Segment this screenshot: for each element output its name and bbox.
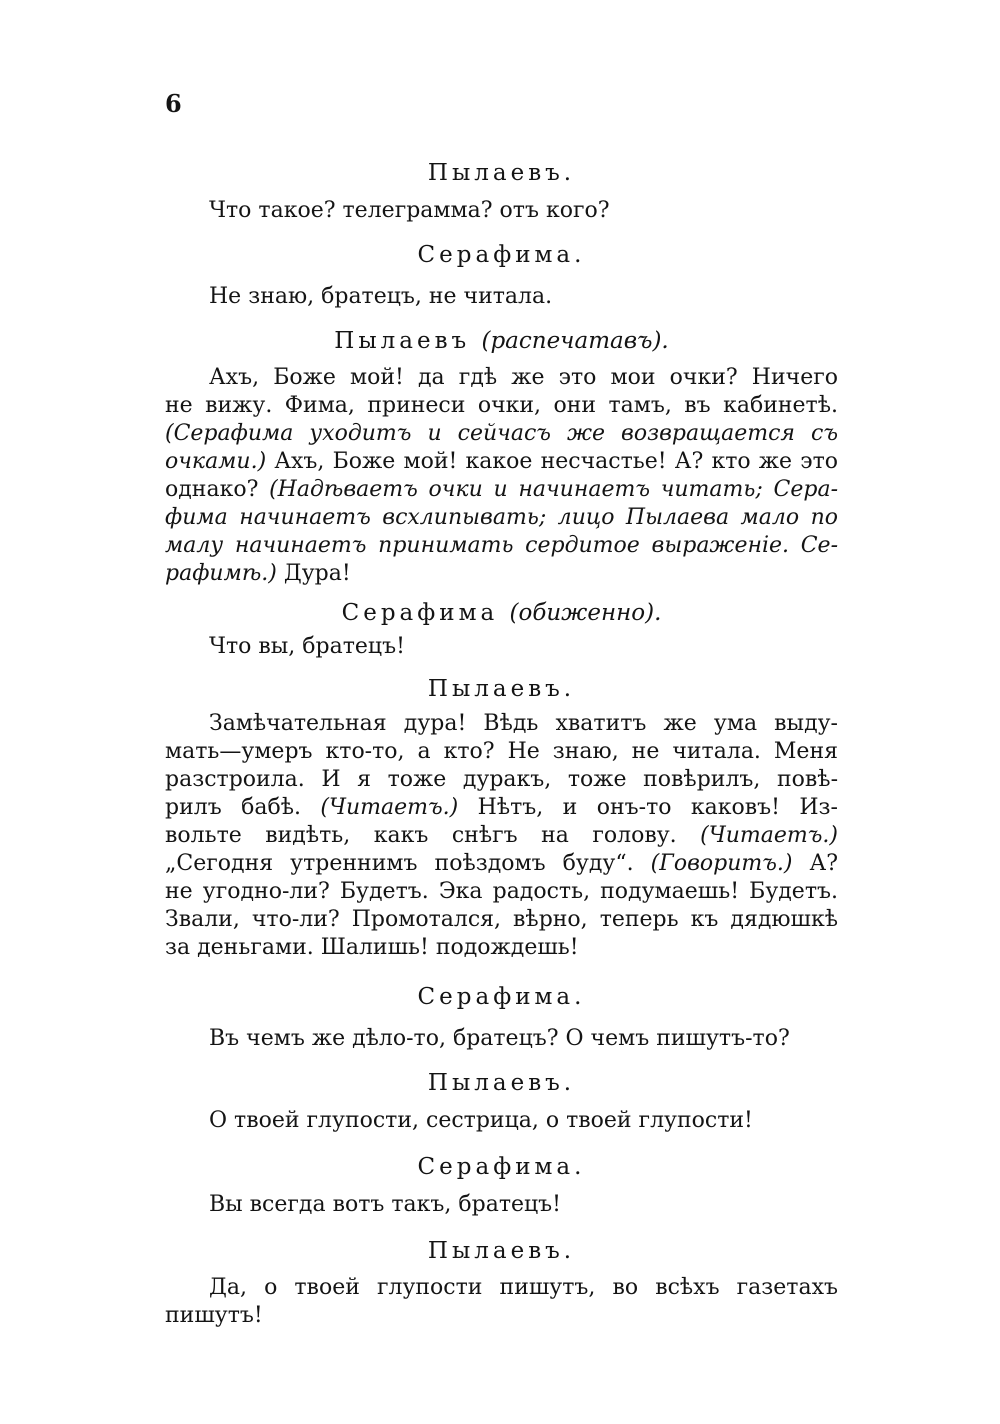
speaker-heading [165,598,838,628]
speaker-heading: Серафима. [417,984,586,1010]
speaker-name: Пылаевъ [334,328,471,354]
stage-direction: (Надѣваетъ очки и начинаетъ читать; Сера- [269,477,838,502]
text-line: очками.) Ахъ, Боже мой! какое несчастье! А? кто же это [165,449,838,474]
text-line: пишутъ! [165,1303,263,1328]
speech-line: О твоей глупости, сестрица, о твоей глупости! [209,1108,753,1133]
speaker-heading: Серафима. [417,242,586,268]
text-line: за деньгами. Шалишь! подождешь! [165,935,579,960]
speaker-heading: Пылаевъ. [427,1070,576,1096]
speech-line: Въ чемъ же дѣло-то, братецъ? О чемъ пишутъ-то? [209,1026,790,1051]
text-line: Звали, что-ли? Промотался, вѣрно, теперь къ дядюшкѣ [165,907,838,932]
page-number: 6 [165,89,182,118]
speech-line: Что вы, братецъ! [209,634,405,659]
text-line: Да, о твоей глупости пишутъ, во всѣхъ газетахъ [209,1275,838,1300]
text-line: мать—умеръ кто-то, а кто? Не знаю, не читала. Меня [165,739,838,764]
speaker-heading [165,326,838,356]
text-line: вольте видѣть, какъ снѣгъ на голову. (Читаетъ.) [165,823,838,848]
stage-direction: (Читаетъ.) [320,795,459,820]
speaker-heading: Пылаевъ. [427,1238,576,1264]
text-line: не вижу. Фима, принеси очки, они тамъ, въ кабинетѣ. [165,393,838,418]
text-line [165,420,838,448]
speech-line: Не знаю, братецъ, не читала. [209,284,553,309]
stage-direction: малу начинаетъ принимать сердитое выраженіе. Се- [165,533,838,558]
text-line: Замѣчательная дура! Вѣдь хватитъ же ума выду- [209,711,838,736]
stage-direction: (Читаетъ.) [700,823,838,848]
text-line [165,532,838,560]
speaker-name: Серафима [341,600,499,626]
speaker-heading: Пылаевъ. [427,160,576,186]
speech-paragraph [165,364,838,588]
speech-line: Что такое? телеграмма? отъ кого? [209,198,610,223]
speaker-heading: Серафима. [417,1154,586,1180]
stage-direction: рафимѣ.) [165,561,277,586]
stage-direction: (распечатавъ). [481,328,669,354]
text-line [165,504,838,532]
speech-paragraph [165,710,838,962]
text-line: рафимѣ.) Дура! [165,561,351,586]
text-line: „Сегодня утреннимъ поѣздомъ буду“. (Говоритъ.) А? [165,851,838,876]
stage-direction: (обиженно). [509,600,662,626]
stage-direction: фима начинаетъ всхлипывать; лицо Пылаева мало по [165,505,838,530]
text-line: разстроила. И я тоже дуракъ, тоже повѣрилъ, повѣ- [165,767,838,792]
text-line: однако? (Надѣваетъ очки и начинаетъ читать; Сера- [165,477,838,502]
text-line: рилъ бабѣ. (Читаетъ.) Нѣтъ, и онъ-то каковъ! Из- [165,795,838,820]
text-line: не угодно-ли? Будетъ. Эка радость, подумаешь! Будетъ. [165,879,838,904]
stage-direction: (Говоритъ.) [650,851,793,876]
speech-paragraph [165,1274,838,1330]
stage-direction: очками.) [165,449,267,474]
speaker-heading: Пылаевъ. [427,676,576,702]
text-line: Ахъ, Боже мой! да гдѣ же это мои очки? Ничего [209,365,838,390]
speech-line: Вы всегда вотъ такъ, братецъ! [209,1192,562,1217]
stage-direction: (Серафима уходитъ и сейчасъ же возвращается съ [165,421,838,446]
